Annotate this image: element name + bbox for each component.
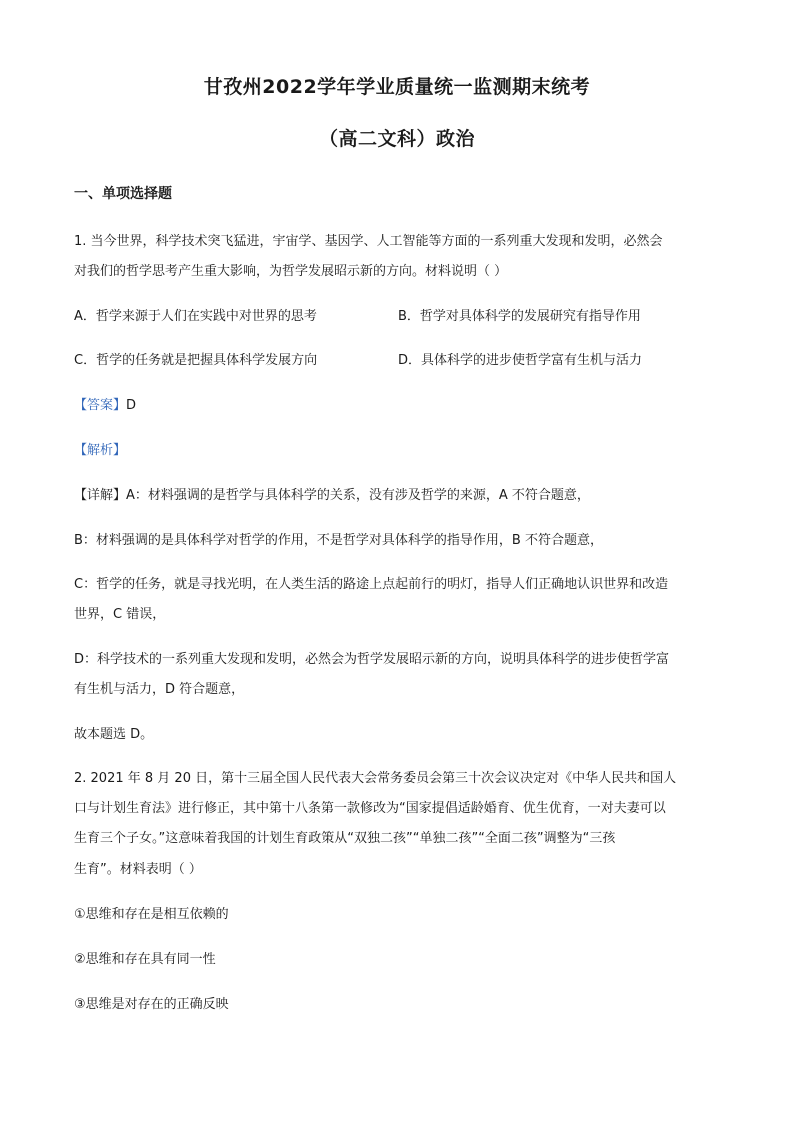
q2-item-2: ②思维和存在具有同一性 (74, 952, 216, 967)
answer-value: D (126, 398, 137, 413)
q1-stem-line-1: 1. 当今世界，科学技术突飞猛进，宇宙学、基因学、人工智能等方面的一系列重大发现和发明，必然会 (74, 234, 663, 249)
q2-item-3: ③思维是对存在的正确反映 (74, 997, 229, 1012)
q1-detail-line-5: D：科学技术的一系列重大发现和发明，必然会为哲学发展昭示新的方向，说明具体科学的进步使哲学富 (74, 652, 670, 667)
q2-stem-line-1: 2. 2021 年 8 月 20 日，第十三届全国人民代表大会常务委员会第三十次会议决定对《中华人民共和国人 (74, 771, 677, 786)
q1-detail-line-2: B：材料强调的是具体科学对哲学的作用，不是哲学对具体科学的指导作用，B 不符合题意， (74, 533, 603, 548)
q1-option-c: C．哲学的任务就是把握具体科学发展方向 (74, 353, 318, 368)
document-title: 甘孜州2022学年学业质量统一监测期末统考 (203, 76, 591, 98)
q2-stem-line-2: 口与计划生育法》进行修正，其中第十八条第一款修改为“国家提倡适龄婚育、优生优育，一对夫妻可以 (74, 801, 666, 816)
section-heading: 一、单项选择题 (74, 186, 172, 202)
q1-stem-line-2: 对我们的哲学思考产生重大影响，为哲学发展昭示新的方向。材料说明（ ） (74, 264, 508, 279)
q2-stem-line-3: 生育三个子女。”这意味着我国的计划生育政策从“双独二孩”“单独二孩”“全面二孩”调整为“三孩 (74, 831, 616, 846)
q1-analysis-label: 【解析】 (74, 443, 127, 458)
q2-stem-line-4: 生育”。材料表明（ ） (74, 862, 202, 877)
q1-option-d: D．具体科学的进步使哲学富有生机与活力 (398, 353, 643, 368)
q2-item-1: ①思维和存在是相互依赖的 (74, 907, 229, 922)
q1-conclusion: 故本题选 D。 (74, 727, 154, 742)
q1-detail-line-1: 【详解】A：材料强调的是哲学与具体科学的关系，没有涉及哲学的来源，A 不符合题意， (74, 488, 590, 503)
q1-option-b: B．哲学对具体科学的发展研究有指导作用 (398, 309, 641, 324)
q1-detail-line-4: 世界，C 错误， (74, 607, 166, 622)
q1-detail-line-3: C：哲学的任务，就是寻找光明，在人类生活的路途上点起前行的明灯，指导人们正确地认识世界和改造 (74, 577, 669, 592)
document-subtitle: （高二文科）政治 (318, 128, 475, 150)
q1-option-a: A．哲学来源于人们在实践中对世界的思考 (74, 309, 317, 324)
q1-detail-line-6: 有生机与活力，D 符合题意， (74, 682, 245, 697)
answer-label: 【答案】 (74, 398, 127, 413)
q1-answer (74, 398, 136, 414)
